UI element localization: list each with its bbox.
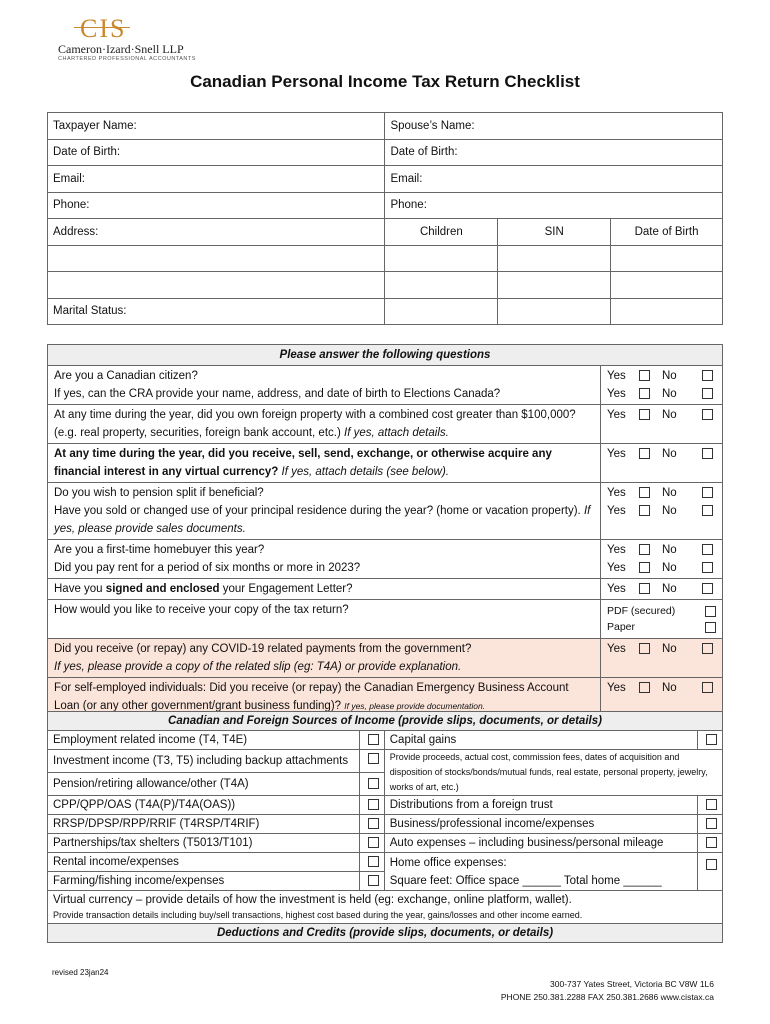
cpp-checkbox[interactable] (368, 799, 379, 810)
address-line-3[interactable] (48, 272, 385, 299)
child-cell[interactable] (498, 298, 611, 325)
yes-checkbox[interactable] (639, 583, 650, 594)
question-first-time-homebuyer: Are you a first-time homebuyer this year? Did you pay rent for a period of six months or more in 2023? (48, 540, 601, 579)
income-employment: Employment related income (T4, T4E) (48, 731, 360, 750)
rrsp-checkbox[interactable] (368, 818, 379, 829)
child-cell[interactable] (385, 272, 498, 299)
yes-checkbox[interactable] (639, 682, 650, 693)
spouse-email-field[interactable]: Email: (385, 166, 723, 193)
question-engagement-letter: Have you signed and enclosed your Engagement Letter? (48, 579, 601, 600)
page-title: Canadian Personal Income Tax Return Checklist (190, 72, 580, 91)
firm-address: 300-737 Yates Street, Victoria BC V8W 1L6 (550, 979, 714, 989)
income-auto: Auto expenses – including business/personal mileage (384, 834, 697, 853)
firm-tagline: CHARTERED PROFESSIONAL ACCOUNTANTS (58, 56, 196, 62)
child-dob-header: Date of Birth (611, 219, 723, 246)
foreign-trust-checkbox[interactable] (706, 799, 717, 810)
sin-header: SIN (498, 219, 611, 246)
child-cell[interactable] (498, 272, 611, 299)
taxpayer-name-field[interactable]: Taxpayer Name: (48, 113, 385, 140)
question-ceba: For self-employed individuals: Did you receive (or repay) the Canadian Emergency Business Account Loan (or any other government/grant business funding)? If yes, please provide documentation. (48, 678, 601, 717)
no-checkbox[interactable] (702, 388, 713, 399)
income-cpp: CPP/QPP/OAS (T4A(P)/T4A(OAS)) (48, 796, 360, 815)
yes-checkbox[interactable] (639, 409, 650, 420)
pdf-checkbox[interactable] (705, 606, 716, 617)
child-cell[interactable] (611, 245, 723, 272)
yes-checkbox[interactable] (639, 388, 650, 399)
rental-checkbox[interactable] (368, 856, 379, 867)
yes-checkbox[interactable] (639, 562, 650, 573)
spouse-dob-field[interactable]: Date of Birth: (385, 139, 723, 166)
no-checkbox[interactable] (702, 370, 713, 381)
no-checkbox[interactable] (702, 409, 713, 420)
capital-gains-note: Provide proceeds, actual cost, commission fees, dates of acquisition and disposition of stocks/bonds/mutual funds, real estate, personal property, jewelry, works of art, etc.) (384, 750, 722, 796)
income-farming: Farming/fishing income/expenses (48, 872, 360, 891)
virtual-currency-note: Virtual currency – provide details of how the investment is held (eg: exchange, online platform, wallet). Provide transaction details including buy/sell transactions, highest cost based during the year, gains/losses and other income earned. (48, 891, 723, 924)
yes-checkbox[interactable] (639, 544, 650, 555)
no-checkbox[interactable] (702, 583, 713, 594)
no-checkbox[interactable] (702, 505, 713, 516)
firm-contact (501, 978, 714, 1004)
farming-checkbox[interactable] (368, 875, 379, 886)
spouse-phone-field[interactable]: Phone: (385, 192, 723, 219)
question-foreign-property: At any time during the year, did you own foreign property with a combined cost greater than $100,000? (e.g. real property, securities, foreign bank account, etc.) If yes, attach details. (48, 405, 601, 444)
no-checkbox[interactable] (702, 448, 713, 459)
paper-checkbox[interactable] (705, 622, 716, 633)
income-home-office: Home office expenses: Square feet: Office space ______ Total home ______ (384, 853, 697, 891)
yes-checkbox[interactable] (639, 643, 650, 654)
employment-checkbox[interactable] (368, 734, 379, 745)
yes-checkbox[interactable] (639, 448, 650, 459)
capital-gains-checkbox[interactable] (706, 734, 717, 745)
pension-checkbox[interactable] (368, 778, 379, 789)
income-rental: Rental income/expenses (48, 853, 360, 872)
investment-checkbox[interactable] (368, 753, 379, 764)
marital-status-field[interactable]: Marital Status: (48, 298, 385, 325)
questions-table: Please answer the following questions Are you a Canadian citizen? If yes, can the CRA provide your name, address, and date of birth to Elections Canada? Yes No Yes No At any time during the year, did you own foreign property with a combined cost greater than $100,000? (e.g. real property, securities, foreign bank account, etc.) If yes, attach details. Yes No At any time during the year, did you receive, sell, send, exchange, or otherwise acquire any financial interest in any virtual currency? If yes, attach details (see below). Yes No Do you wish to pension split if beneficial? Have you sold or changed use of your principal residence during the year? (home or vacation property). If yes, please provide sales documents. Yes No Yes No Are you a first-time homebuyer this year? Did you pay rent for a period of six months or more in 2023? Yes No Yes No Have you signed and enclosed your Engagement Letter? Yes No How would you like to receive your copy of the tax return? PDF (secured) Paper Did you receive (or repay) any COVID-19 related payments from the government? If yes, please provide a copy of the related slip (eg: T4A) or provide explanation. Yes No For self-employed individuals: Did you receive (or repay) the Canadian Emergency Business Account Loan (or any other government/grant business funding)? If yes, please provide documentation. Yes No (47, 344, 723, 717)
deductions-header: Deductions and Credits (provide slips, documents, or details) (48, 924, 723, 943)
home-office-checkbox[interactable] (706, 859, 717, 870)
no-checkbox[interactable] (702, 487, 713, 498)
income-header: Canadian and Foreign Sources of Income (provide slips, documents, or details) (48, 712, 723, 731)
firm-name: Cameron·Izard·Snell LLP (58, 42, 184, 56)
yes-checkbox[interactable] (639, 505, 650, 516)
child-cell[interactable] (498, 245, 611, 272)
income-capital-gains: Capital gains (384, 731, 697, 750)
question-pension-split: Do you wish to pension split if beneficial? Have you sold or changed use of your principal residence during the year? (home or vacation property). If yes, please provide sales documents. (48, 483, 601, 540)
no-checkbox[interactable] (702, 682, 713, 693)
personal-info-table (47, 112, 723, 325)
no-checkbox[interactable] (702, 544, 713, 555)
income-business: Business/professional income/expenses (384, 815, 697, 834)
child-cell[interactable] (385, 298, 498, 325)
income-table (47, 711, 723, 943)
no-checkbox[interactable] (702, 562, 713, 573)
auto-checkbox[interactable] (706, 837, 717, 848)
partnership-checkbox[interactable] (368, 837, 379, 848)
question-delivery-method: How would you like to receive your copy of the tax return? (48, 600, 601, 639)
income-rrsp: RRSP/DPSP/RPP/RRIF (T4RSP/T4RIF) (48, 815, 360, 834)
taxpayer-email-field[interactable]: Email: (48, 166, 385, 193)
address-field[interactable]: Address: (48, 219, 385, 246)
income-partnership: Partnerships/tax shelters (T5013/T101) (48, 834, 360, 853)
no-checkbox[interactable] (702, 643, 713, 654)
question-citizen: Are you a Canadian citizen? If yes, can the CRA provide your name, address, and date of birth to Elections Canada? (48, 366, 601, 405)
question-virtual-currency: At any time during the year, did you receive, sell, send, exchange, or otherwise acquire any financial interest in any virtual currency? If yes, attach details (see below). (48, 444, 601, 483)
logo-letters: CIS (80, 14, 127, 43)
spouse-name-field[interactable]: Spouse’s Name: (385, 113, 723, 140)
income-pension: Pension/retiring allowance/other (T4A) (48, 773, 360, 796)
taxpayer-dob-field[interactable]: Date of Birth: (48, 139, 385, 166)
taxpayer-phone-field[interactable]: Phone: (48, 192, 385, 219)
address-line-2[interactable] (48, 245, 385, 272)
yes-checkbox[interactable] (639, 487, 650, 498)
firm-logo (58, 14, 198, 62)
revised-date: revised 23jan24 (52, 968, 109, 977)
question-covid: Did you receive (or repay) any COVID-19 related payments from the government? If yes, please provide a copy of the related slip (eg: T4A) or provide explanation. (48, 639, 601, 678)
income-investment: Investment income (T3, T5) including backup attachments (48, 750, 360, 773)
business-checkbox[interactable] (706, 818, 717, 829)
answer-citizen: Yes No Yes No (601, 366, 723, 405)
child-cell[interactable] (611, 298, 723, 325)
child-cell[interactable] (611, 272, 723, 299)
yes-checkbox[interactable] (639, 370, 650, 381)
children-header: Children (385, 219, 498, 246)
firm-phone: PHONE 250.381.2288 FAX 250.381.2686 www.cistax.ca (500, 992, 714, 1002)
child-cell[interactable] (385, 245, 498, 272)
questions-header: Please answer the following questions (48, 345, 723, 366)
income-foreign-trust: Distributions from a foreign trust (384, 796, 697, 815)
